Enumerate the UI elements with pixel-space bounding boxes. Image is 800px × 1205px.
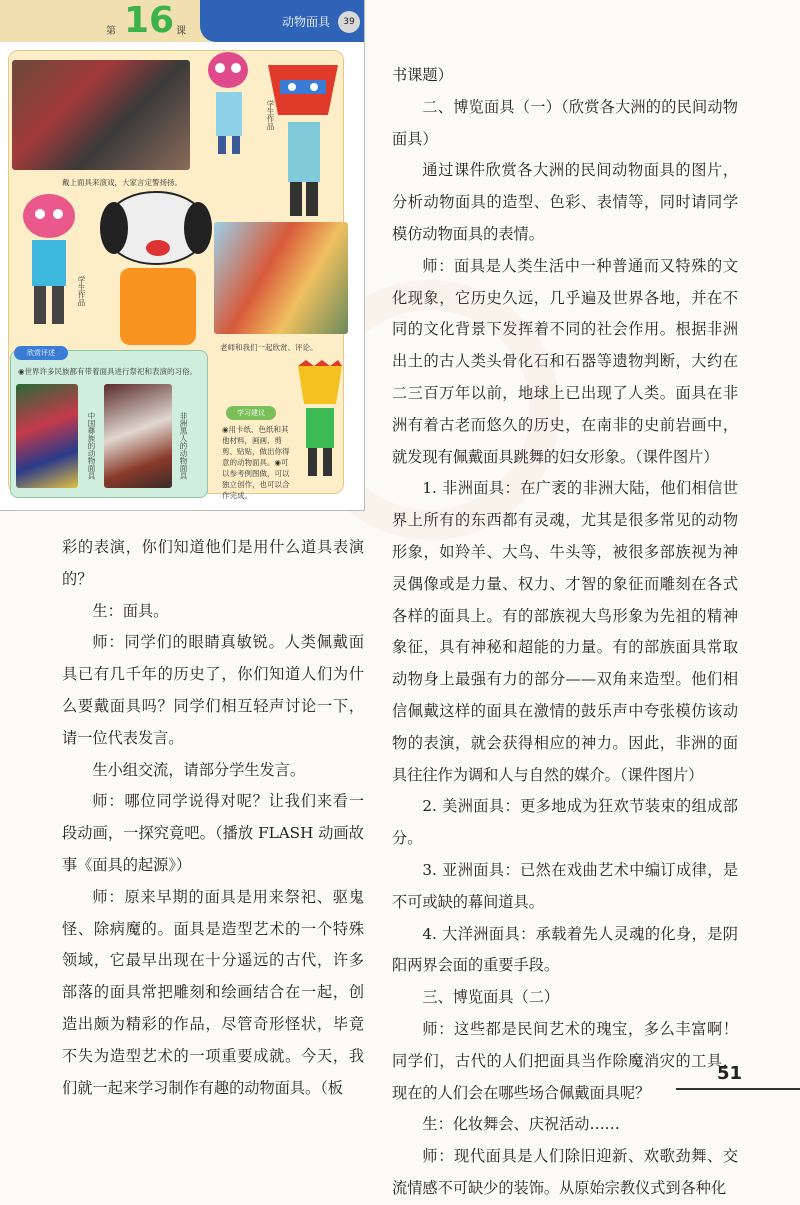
- mask-figure-student-1: [200, 48, 260, 158]
- mask-figure-student-2: [258, 60, 348, 220]
- right-column-text: [392, 60, 738, 1205]
- paragraph: 通过课件欣赏各大洲的民间动物面具的图片，分析动物面具的造型、色彩、表情等，同时请同学模仿动物面具的表情。: [392, 161, 738, 243]
- lesson-suffix: 课: [176, 26, 186, 37]
- left-column-text: [62, 532, 364, 1104]
- tip-tag: 学习建议: [226, 406, 276, 420]
- photo-class-performance: [12, 60, 190, 170]
- paragraph: 二、博览面具（一）（欣赏各大洲的的民间动物面具）: [392, 97, 738, 148]
- paragraph: 生：面具。: [92, 601, 169, 620]
- lesson-prefix: 第: [106, 26, 116, 37]
- tip-text: ◉用卡纸、色纸和其他材料，画画、剪剪、贴贴，做出你得意的动物面具。◉可以参考例图做，可以独立创作，也可以合作完成。: [222, 425, 290, 500]
- paragraph: 书课题）: [392, 66, 453, 84]
- paragraph: 师：这些都是民间艺术的瑰宝，多么丰富啊！同学们，古代的人们把面具当作除魔消灾的工具，现在的人们会在哪些场合佩戴面具呢？: [392, 1019, 738, 1102]
- info-text: ◉世界许多民族都有带着面具进行祭祀和表演的习俗。: [18, 367, 198, 376]
- paragraph: 生小组交流，请部分学生发言。: [92, 760, 306, 779]
- info-tag: 欣赏评述: [14, 346, 68, 360]
- lesson-title: 动物面具: [282, 15, 331, 29]
- paragraph: 师：现代面具是人们除旧迎新、欢歌劲舞、交流情感不可缺少的装饰。从原始宗教仪式到各种化: [392, 1147, 738, 1197]
- paragraph: 1. 非洲面具：在广袤的非洲大陆，他们相信世界上所有的东西都有灵魂，尤其是很多常见的动物形象，如羚羊、大鸟、牛头等，被很多部族视为神灵偶像或是力量、权力、才智的象征而雕刻在各式各样的面具上。有的部族视大鸟形象为先祖的精神象征，具有神秘和超能的力量。有的部族面具常取动物身上最强有力的部分——双角来造型。他们相信佩戴这样的面具在激情的鼓乐声中夸张模仿该动物的表演，就会获得相应的神力。因此，非洲的面具往往作为调和人与自然的媒介。（课件图片）: [392, 479, 738, 784]
- mask-figure-dog: [96, 190, 216, 345]
- page-number-rule: [676, 1088, 800, 1090]
- caption-yi-mask: 中国彝族的动物面具: [87, 412, 96, 480]
- caption-student-work-2: 学生作品: [77, 276, 86, 306]
- mask-figure-student-4: [290, 360, 350, 480]
- caption-teacher: 老师和我们一起欣赏、评论。: [220, 343, 318, 352]
- textbook-page-image: [0, 0, 365, 511]
- lesson-number: 16: [124, 0, 175, 41]
- photo-yi-mask: [16, 384, 78, 488]
- paragraph: 师：哪位同学说得对呢？让我们来看一段动画，一探究竟吧。（播放 FLASH 动画故事《面具的起源》）: [62, 792, 364, 874]
- paragraph: 师：同学们的眼睛真敏锐。人类佩戴面具已有几千年的历史了，你们知道人们为什么要戴面具吗？同学们相互轻声讨论一下，请一位代表发言。: [62, 633, 364, 747]
- caption-performance: 戴上面具来演戏，大家言定警扬扬。: [62, 178, 182, 187]
- paragraph: 2. 美洲面具：更多地成为狂欢节装束的组成部分。: [392, 797, 738, 848]
- paragraph: 师：面具是人类生活中一种普通而又特殊的文化现象，它历史久远，几乎遍及世界各地，并在不同的文化背景下发挥着不同的社会作用。根据非洲出土的古人类头骨化石和石器等遗物判断，大约在二三百万年以前，地球上已出现了人类。面具在非洲有着古老而悠久的历史，在南非的史前岩画中，就发现有佩戴面具跳舞的妇女形象。（课件图片）: [392, 256, 738, 466]
- photo-african-mask: [104, 384, 172, 488]
- photo-teacher-and-students: [214, 222, 348, 334]
- paragraph: 师：原来早期的面具是用来祭祀、驱鬼怪、除病魔的。面具是造型艺术的一个特殊领域，它最早出现在十分遥远的古代，许多部落的面具常把雕刻和绘画结合在一起，创造出颇为精彩的作品，尽管奇形怪状，毕竟不失为造型艺术的一项重要成就。今天，我们就一起来学习制作有趣的动物面具。（板: [62, 887, 364, 1097]
- page-number: 51: [716, 1063, 742, 1084]
- paragraph: 生：化妆舞会、庆祝活动……: [422, 1115, 620, 1134]
- paragraph: 三、博览面具（二）: [422, 988, 560, 1007]
- mask-figure-student-3: [14, 188, 84, 328]
- paragraph: 4. 大洋洲面具：承载着先人灵魂的化身，是阴阳两界会面的重要手段。: [392, 924, 738, 975]
- book-page-number: 39: [338, 11, 360, 33]
- caption-student-work-1: 学生作品: [266, 100, 275, 130]
- paragraph: 彩的表演，你们知道他们是用什么道具表演的？: [62, 538, 364, 588]
- paragraph: 3. 亚洲面具：已然在戏曲艺术中编订成律，是不可或缺的幕间道具。: [392, 860, 738, 911]
- caption-african-mask: 非洲黑人的动物面具: [179, 412, 188, 480]
